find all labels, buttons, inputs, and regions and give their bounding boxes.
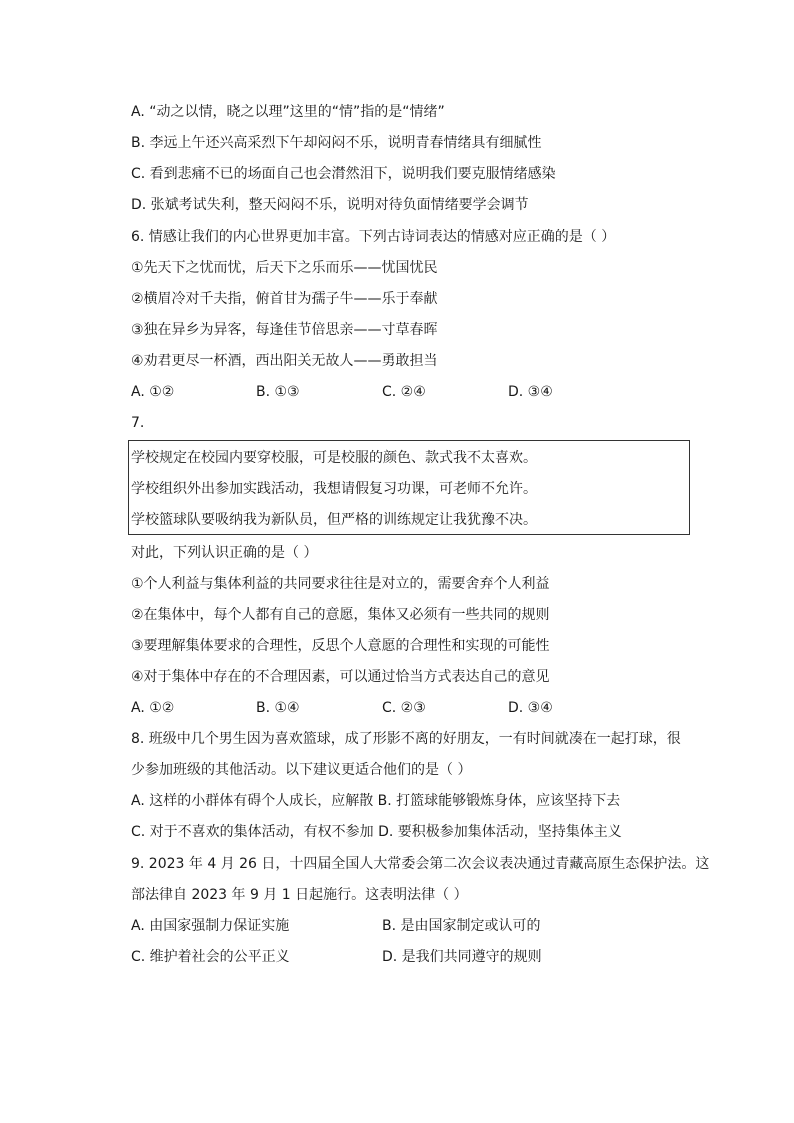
q6-option-b: B. ①③ (256, 384, 300, 400)
q6-option-a: A. ①② (131, 384, 175, 400)
q6-stem: 6. 情感让我们的内心世界更加丰富。下列古诗词表达的情感对应正确的是（ ） (131, 229, 616, 245)
q6-item-3: ③独在异乡为异客，每逢佳节倍思亲——寸草春晖 (131, 322, 438, 338)
q7-number: 7. (131, 415, 145, 431)
q9-stem-line-1: 9. 2023 年 4 月 26 日，十四届全国人大常委会第二次会议表决通过青藏高原生态保护法。这 (131, 856, 710, 872)
q6-item-1: ①先天下之忧而忧，后天下之乐而乐——忧国忧民 (131, 260, 438, 276)
q7-item-1: ①个人利益与集体利益的共同要求往往是对立的，需要舍弃个人利益 (131, 576, 550, 592)
q7-option-b: B. ①④ (256, 700, 300, 716)
q9-stem-line-2: 部法律自 2023 年 9 月 1 日起施行。这表明法律（ ） (131, 887, 468, 903)
q5-option-c: C. 看到悲痛不已的场面自己也会潸然泪下，说明我们要克服情绪感染 (131, 166, 556, 182)
q7-item-3: ③要理解集体要求的合理性，反思个人意愿的合理性和实现的可能性 (131, 638, 550, 654)
q7-options (131, 698, 691, 718)
q7-item-4: ④对于集体中存在的不合理因素，可以通过恰当方式表达自己的意见 (131, 669, 550, 685)
q9-options-row-1 (131, 916, 691, 936)
q9-options-row-2 (131, 947, 691, 967)
q7-option-a: A. ①② (131, 700, 175, 716)
q6-option-d: D. ③④ (508, 384, 553, 400)
q7-option-c: C. ②③ (382, 700, 426, 716)
q6-item-2: ②横眉冷对千夫指，俯首甘为孺子牛——乐于奉献 (131, 291, 438, 307)
q6-item-4: ④劝君更尽一杯酒，西出阳关无故人——勇敢担当 (131, 353, 438, 369)
q8-options-line-2: C. 对于不喜欢的集体活动，有权不参加 D. 要积极参加集体活动，坚持集体主义 (131, 824, 622, 840)
q8-stem-line-2: 少参加班级的其他活动。以下建议更适合他们的是（ ） (131, 762, 472, 778)
q6-options (131, 382, 691, 402)
q7-material-box (128, 440, 690, 535)
q8-stem-line-1: 8. 班级中几个男生因为喜欢篮球，成了形影不离的好朋友，一有时间就凑在一起打球，很 (131, 731, 681, 747)
q7-option-d: D. ③④ (508, 700, 553, 716)
q6-option-c: C. ②④ (382, 384, 426, 400)
q9-option-a: A. 由国家强制力保证实施 (131, 918, 290, 934)
q9-option-d: D. 是我们共同遵守的规则 (382, 949, 542, 965)
q9-option-c: C. 维护着社会的公平正义 (131, 949, 290, 965)
q7-box-line-1: 学校规定在校园内要穿校服，可是校服的颜色、款式我不太喜欢。 (131, 450, 537, 466)
q7-stem: 对此，下列认识正确的是（ ） (131, 545, 318, 561)
q5-option-d: D. 张斌考试失利，整天闷闷不乐，说明对待负面情绪要学会调节 (131, 197, 529, 213)
q5-option-b: B. 李远上午还兴高采烈下午却闷闷不乐，说明青春情绪具有细腻性 (131, 135, 542, 151)
q7-box-line-3: 学校篮球队要吸纳我为新队员，但严格的训练规定让我犹豫不决。 (131, 512, 537, 528)
q7-box-line-2: 学校组织外出参加实践活动，我想请假复习功课，可老师不允许。 (131, 481, 537, 497)
q5-option-a: A. “动之以情，晓之以理”这里的“情”指的是“情绪” (131, 104, 445, 120)
q9-option-b: B. 是由国家制定或认可的 (382, 918, 541, 934)
q8-options-line-1: A. 这样的小群体有碍个人成长，应解散 B. 打篮球能够锻炼身体，应该坚持下去 (131, 793, 621, 809)
q7-item-2: ②在集体中，每个人都有自己的意愿，集体又必须有一些共同的规则 (131, 607, 550, 623)
